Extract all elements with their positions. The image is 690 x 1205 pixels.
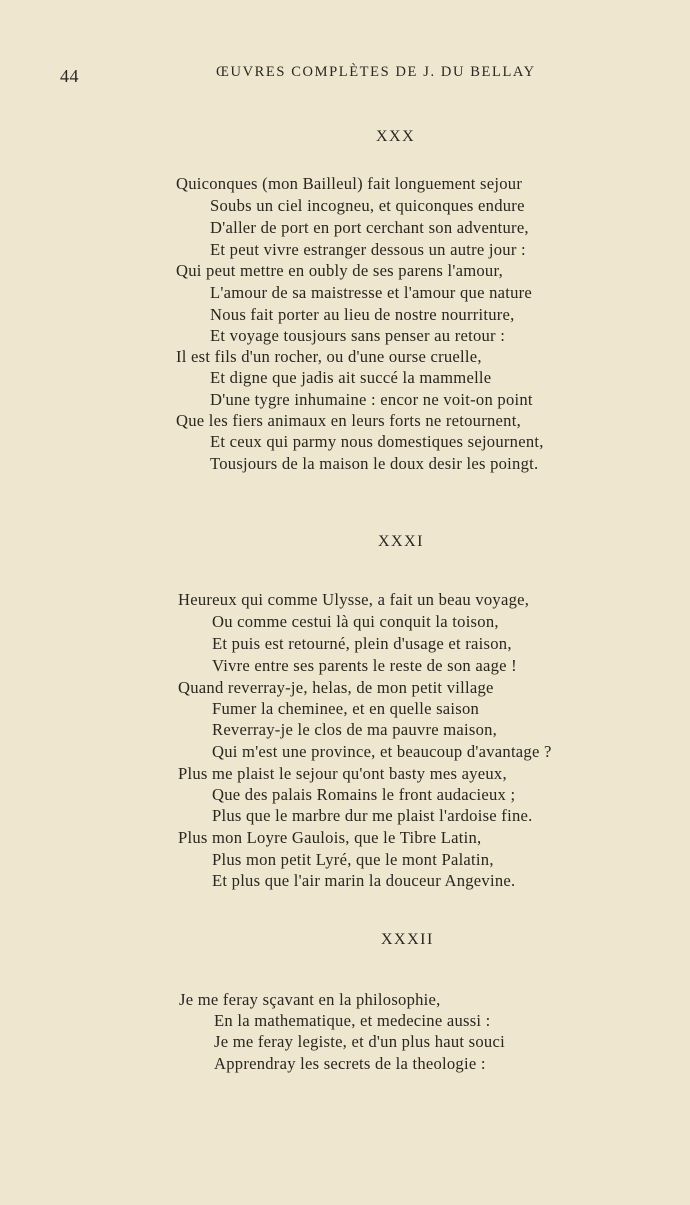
- verse-line: Reverray-je le clos de ma pauvre maison,: [212, 720, 498, 739]
- poem-title: XXXII: [381, 931, 434, 948]
- verse-line: Et plus que l'air marin la douceur Angevine.: [212, 871, 516, 890]
- verse-line: Et digne que jadis ait succé la mammelle: [210, 368, 492, 387]
- verse-line: Qui m'est une province, et beaucoup d'avantage ?: [212, 742, 552, 761]
- verse-line: Quiconques (mon Bailleul) fait longuement sejour: [176, 174, 523, 193]
- verse-line: Tousjours de la maison le doux desir les poingt.: [210, 454, 539, 473]
- verse-line: En la mathematique, et medecine aussi :: [214, 1011, 491, 1030]
- verse-line: Vivre entre ses parents le reste de son aage !: [212, 656, 517, 675]
- verse-line: L'amour de sa maistresse et l'amour que nature: [210, 283, 533, 302]
- verse-line: Heureux qui comme Ulysse, a fait un beau voyage,: [178, 590, 530, 609]
- verse-line: Plus que le marbre dur me plaist l'ardoise fine.: [212, 806, 533, 825]
- verse-line: Plus mon Loyre Gaulois, que le Tibre Latin,: [178, 828, 482, 847]
- running-title: ŒUVRES COMPLÈTES DE J. DU BELLAY: [216, 64, 536, 80]
- verse-line: Soubs un ciel incogneu, et quiconques endure: [210, 196, 525, 215]
- verse-line: Et voyage tousjours sans penser au retour :: [210, 326, 506, 345]
- verse-line: Ou comme cestui là qui conquit la toison,: [212, 612, 499, 631]
- verse-line: Nous fait porter au lieu de nostre nourriture,: [210, 305, 515, 324]
- verse-line: D'une tygre inhumaine : encor ne voit-on point: [210, 390, 533, 409]
- verse-line: Plus mon petit Lyré, que le mont Palatin,: [212, 850, 494, 869]
- verse-line: Il est fils d'un rocher, ou d'une ourse cruelle,: [176, 347, 482, 366]
- verse-line: Fumer la cheminee, et en quelle saison: [212, 699, 480, 718]
- verse-line: Que les fiers animaux en leurs forts ne retournent,: [176, 411, 521, 430]
- verse-line: Que des palais Romains le front audacieux ;: [212, 785, 516, 804]
- verse-line: Et puis est retourné, plein d'usage et raison,: [212, 634, 512, 653]
- page-header: [0, 62, 690, 86]
- verse-line: Plus me plaist le sejour qu'ont basty mes ayeux,: [178, 764, 507, 783]
- verse-line: Quand reverray-je, helas, de mon petit village: [178, 678, 494, 697]
- verse-line: Je me feray legiste, et d'un plus haut souci: [214, 1032, 505, 1051]
- poem-title: XXXI: [378, 533, 424, 550]
- verse-line: Et ceux qui parmy nous domestiques sejournent,: [210, 432, 544, 451]
- verse-line: Je me feray sçavant en la philosophie,: [179, 990, 441, 1009]
- verse-line: Qui peut mettre en oubly de ses parens l'amour,: [176, 261, 503, 280]
- page-number: 44: [60, 66, 79, 86]
- verse-line: Apprendray les secrets de la theologie :: [214, 1054, 486, 1073]
- poem-title: XXX: [376, 128, 416, 145]
- verse-line: D'aller de port en port cerchant son adventure,: [210, 218, 529, 237]
- verse-line: Et peut vivre estranger dessous un autre jour :: [210, 240, 526, 259]
